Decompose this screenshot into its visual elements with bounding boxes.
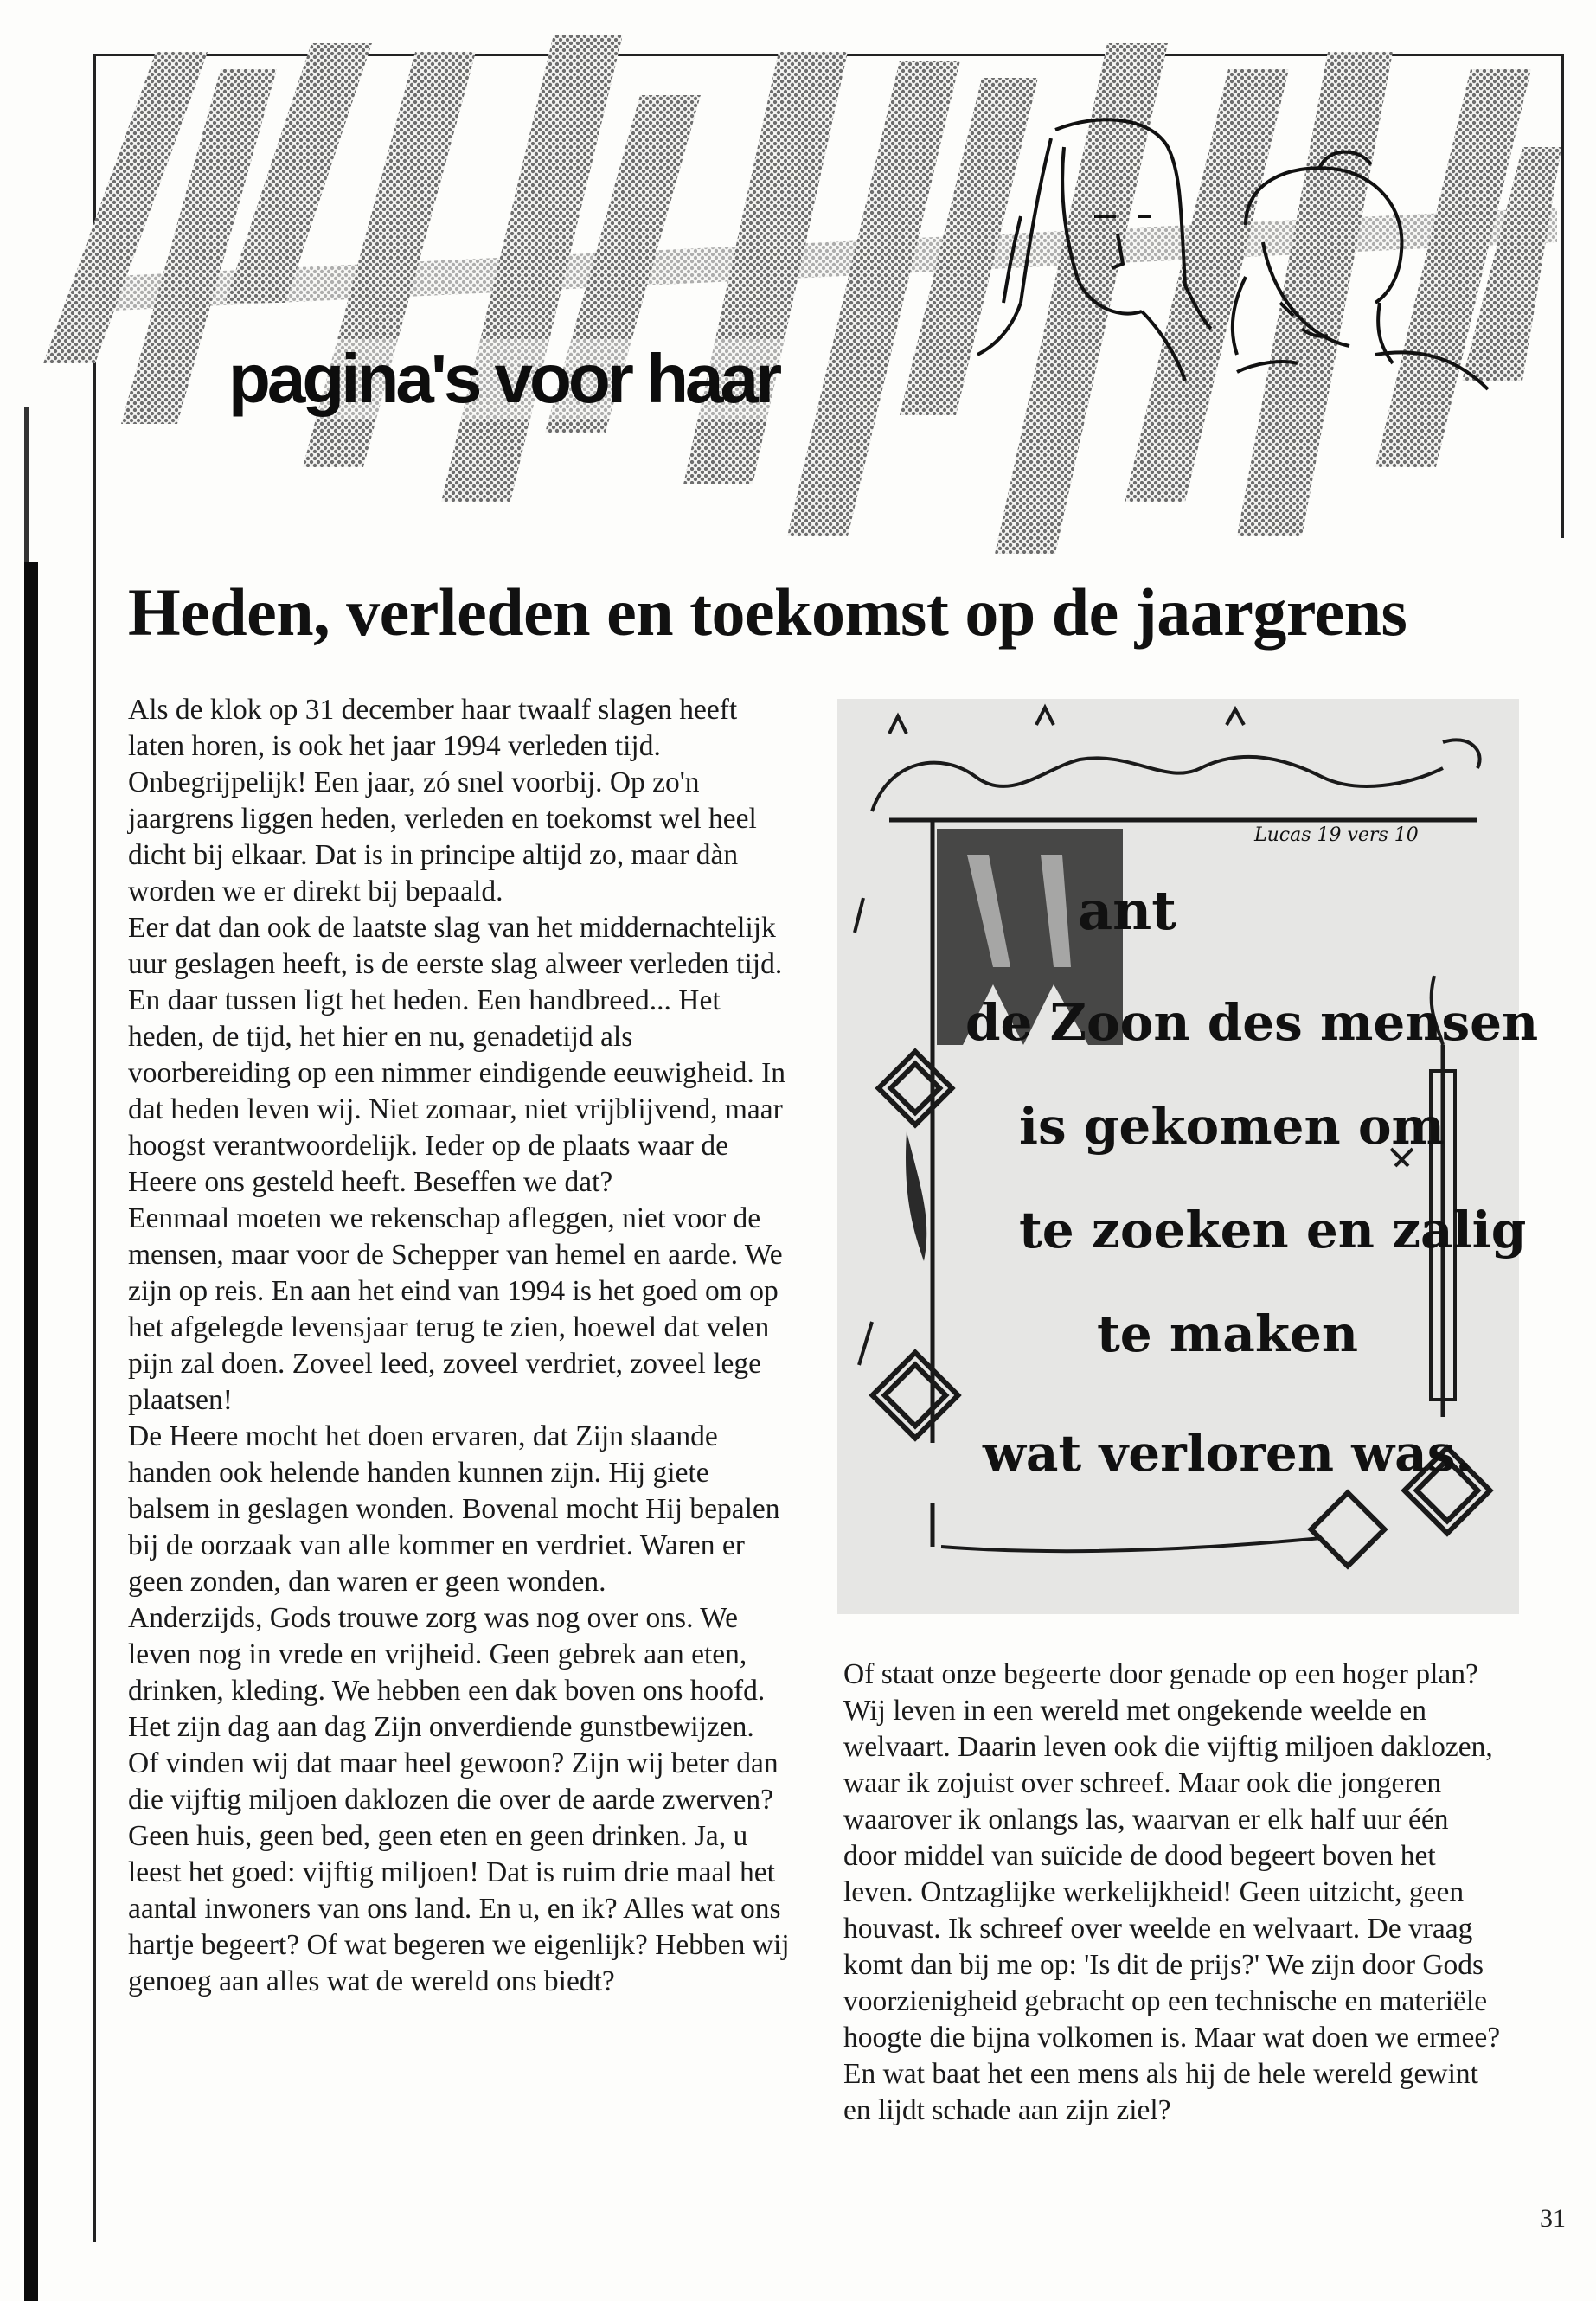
page-number: 31 bbox=[1540, 2204, 1566, 2233]
scan-edge-bar bbox=[24, 562, 38, 2301]
verse-line: ant bbox=[1078, 879, 1176, 942]
paragraph: Als de klok op 31 december haar twaalf slagen heeft laten horen, is ook het jaar 1994 verleden tijd. Onbegrijpelijk! Een jaar, zó snel voorbij. Op zo'n jaargrens liggen heden, verleden en toekomst wel heel dicht bij elkaar. Dat is in principe altijd zo, maar dàn worden we er direkt bij bepaald. bbox=[128, 694, 757, 907]
paragraph: De Heere mocht het doen ervaren, dat Zijn slaande handen ook helende handen kunnen zijn. Hij giete balsem in geslagen wonden. Bovenal mocht Hij bepalen bij de oorzaak van alle kommer en verdriet. Waren er geen zonden, dan waren er geen wonden. bbox=[128, 1420, 780, 1598]
article-column-left bbox=[128, 692, 790, 2000]
verse-line: te maken bbox=[1097, 1304, 1359, 1363]
halftone-brush-strokes bbox=[43, 35, 1561, 554]
verse-line: te zoeken en zalig bbox=[1019, 1201, 1527, 1259]
paragraph: Of staat onze begeerte door genade op een hoger plan? bbox=[843, 1658, 1478, 1690]
paragraph: Eenmaal moeten we rekenschap afleggen, niet voor de mensen, maar voor de Schepper van hemel en aarde. We zijn op reis. En aan het eind van 1994 is het goed om op het afgelegde levensjaar terug te zien, hoewel dat velen pijn zal doen. Zoveel leed, zoveel verdriet, zoveel lege plaatsen! bbox=[128, 1202, 783, 1416]
paragraph: Wij leven in een wereld met ongekende weelde en welvaart. Daarin leven ook die vijftig miljoen daklozen, waar ik zojuist over schreef. Maar ook die jongeren waarover ik onlangs las, waarvan er elk half uur één door middel van suïcide de dood begeert boven het leven. Ontzaglijke werkelijkheid! Geen uitzicht, geen houvast. Ik schreef over weelde en welvaart. De vraag komt dan bij me op: 'Is dit de prijs?' We zijn door Gods voorzienigheid gebracht op een technische en materiële hoogte die bijna volkomen is. Maar wat doen we ermee? En wat baat het een mens als hij de hele wereld gewint en lijdt schade aan zijn ziel? bbox=[843, 1695, 1501, 2126]
paragraph: Anderzijds, Gods trouwe zorg was nog over ons. We leven nog in vrede en vrijheid. Geen gebrek aan eten, drinken, kleding. We hebben een dak boven ons hoofd. Het zijn dag aan dag Zijn onverdiende gunstbewijzen. Of vinden wij dat maar heel gewoon? Zijn wij beter dan die vijftig miljoen daklozen die over de aarde zwerven? Geen huis, geen bed, geen eten en geen drinken. Ja, u leest het goed: vijftig miljoen! Dat is ruim drie maal het aantal inwoners van ons land. En u, en ik? Alles wat ons hartje begeert? Of wat begeren we eigenlijk? Hebben wij genoeg aan alles wat de wereld ons biedt? bbox=[128, 1602, 790, 1997]
verse-reference: Lucas 19 vers 10 bbox=[1254, 824, 1419, 846]
paragraph: Eer dat dan ook de laatste slag van het middernachtelijk uur geslagen heeft, is de eerste slag alweer verleden tijd. bbox=[128, 912, 783, 980]
verse-line: de Zoon des mensen bbox=[965, 993, 1539, 1052]
paragraph: En daar tussen ligt het heden. Een handbreed... Het heden, de tijd, het hier en nu, genadetijd als voorbereiding op een nimmer eindigende eeuwigheid. In dat heden leven wij. Niet zomaar, niet vrijblijvend, maar hoogst verantwoordelijk. Ieder op de plaats waar de Heere ons gesteld heeft. Beseffen we dat? bbox=[128, 984, 786, 1198]
article-column-right bbox=[843, 1657, 1501, 2129]
verse-line: wat verloren was. bbox=[983, 1424, 1473, 1483]
verse-line: is gekomen om bbox=[1019, 1097, 1445, 1156]
article-headline: Heden, verleden en toekomst op de jaargrens bbox=[128, 574, 1407, 650]
header-artwork bbox=[26, 17, 1566, 571]
section-title: pagina's voor haar bbox=[221, 339, 785, 419]
illuminated-verse-image bbox=[837, 699, 1539, 1614]
section-header-banner bbox=[26, 17, 1566, 571]
